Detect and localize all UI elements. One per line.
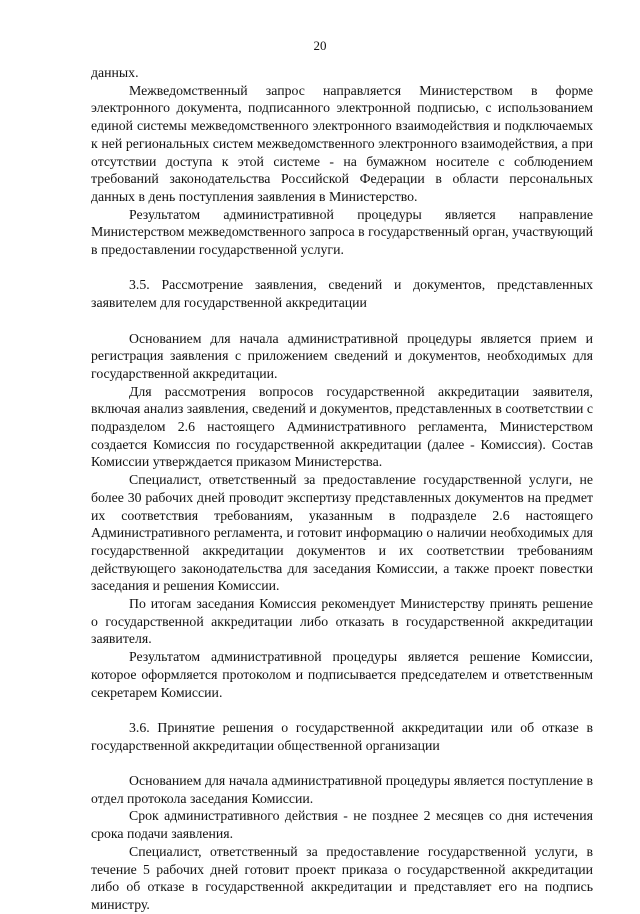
paragraph-commission-creation: Для рассмотрения вопросов государственной аккредитации заявителя, включая анализ заявления, сведений и документов, представленных в соответствии с подразделом 2.6 настоящего Административного регламента, Министерством создается Комиссия по государственной аккредитации (далее - Комиссия). Состав Комиссии утверждается приказом Министерства. <box>91 383 593 470</box>
section-heading-3-5: 3.5. Рассмотрение заявления, сведений и документов, представленных заявителем для государственной аккредитации <box>91 277 593 311</box>
document-body <box>91 64 593 914</box>
paragraph-action-deadline: Срок административного действия - не позднее 2 месяцев со дня истечения срока подачи заявления. <box>91 808 593 842</box>
paragraph-commission-decision: Результатом административной процедуры является решение Комиссии, которое оформляется протоколом и подписывается председателем и ответственным секретарем Комиссии. <box>91 649 593 700</box>
paragraph-expert-review: Специалист, ответственный за предоставление государственной услуги, не более 30 рабочих дней проводит экспертизу представленных документов на предмет их соответствия требованиям, указанным в подразделе 2.6 настоящего Административного регламента, и готовит информацию о наличии необходимых для государственной аккредитации документов и их соответствии требованиям действующего законодательства для заседания Комиссии, а также проект повестки заседания и решения Комиссии. <box>91 472 593 594</box>
paragraph-decision-basis: Основанием для начала административной процедуры является поступление в отдел протокола заседания Комиссии. <box>91 773 593 806</box>
paragraph-order-preparation: Специалист, ответственный за предоставление государственной услуги, в течение 5 рабочих дней готовит проект приказа о государственной аккредитации либо об отказе в государственной аккредитации и представляет его на подпись министру. <box>91 843 593 912</box>
paragraph-commission-recommendation: По итогам заседания Комиссия рекомендует Министерству принять решение о государственной аккредитации либо отказать в государственной аккредитации заявителя. <box>91 596 593 647</box>
paragraph-procedure-basis: Основанием для начала административной процедуры является прием и регистрация заявления с приложением сведений и документов, необходимых для государственной аккредитации. <box>91 330 593 381</box>
paragraph-continuation: данных. <box>91 65 139 80</box>
spacer <box>91 754 593 772</box>
spacer <box>91 312 593 330</box>
section-heading-3-6: 3.6. Принятие решения о государственной аккредитации или об отказе в государственной аккредитации общественной организации <box>91 719 593 753</box>
spacer <box>91 701 593 719</box>
paragraph-interagency-request: Межведомственный запрос направляется Министерством в форме электронного документа, подписанного электронной подписью, с использованием единой системы межведомственного электронного взаимодействия и подключаемых к ней региональных систем межведомственного электронного взаимодействия, а при отсутствии доступа к этой системе - на бумажном носителе с соблюдением требований законодательства Российской Федерации в области персональных данных в день поступления заявления в Министерство. <box>91 82 593 204</box>
page-number: 20 <box>313 38 327 53</box>
spacer <box>91 259 593 277</box>
paragraph-procedure-result: Результатом административной процедуры является направление Министерством межведомственного запроса в государственный орган, участвующий в предоставлении государственной услуги. <box>91 206 593 258</box>
